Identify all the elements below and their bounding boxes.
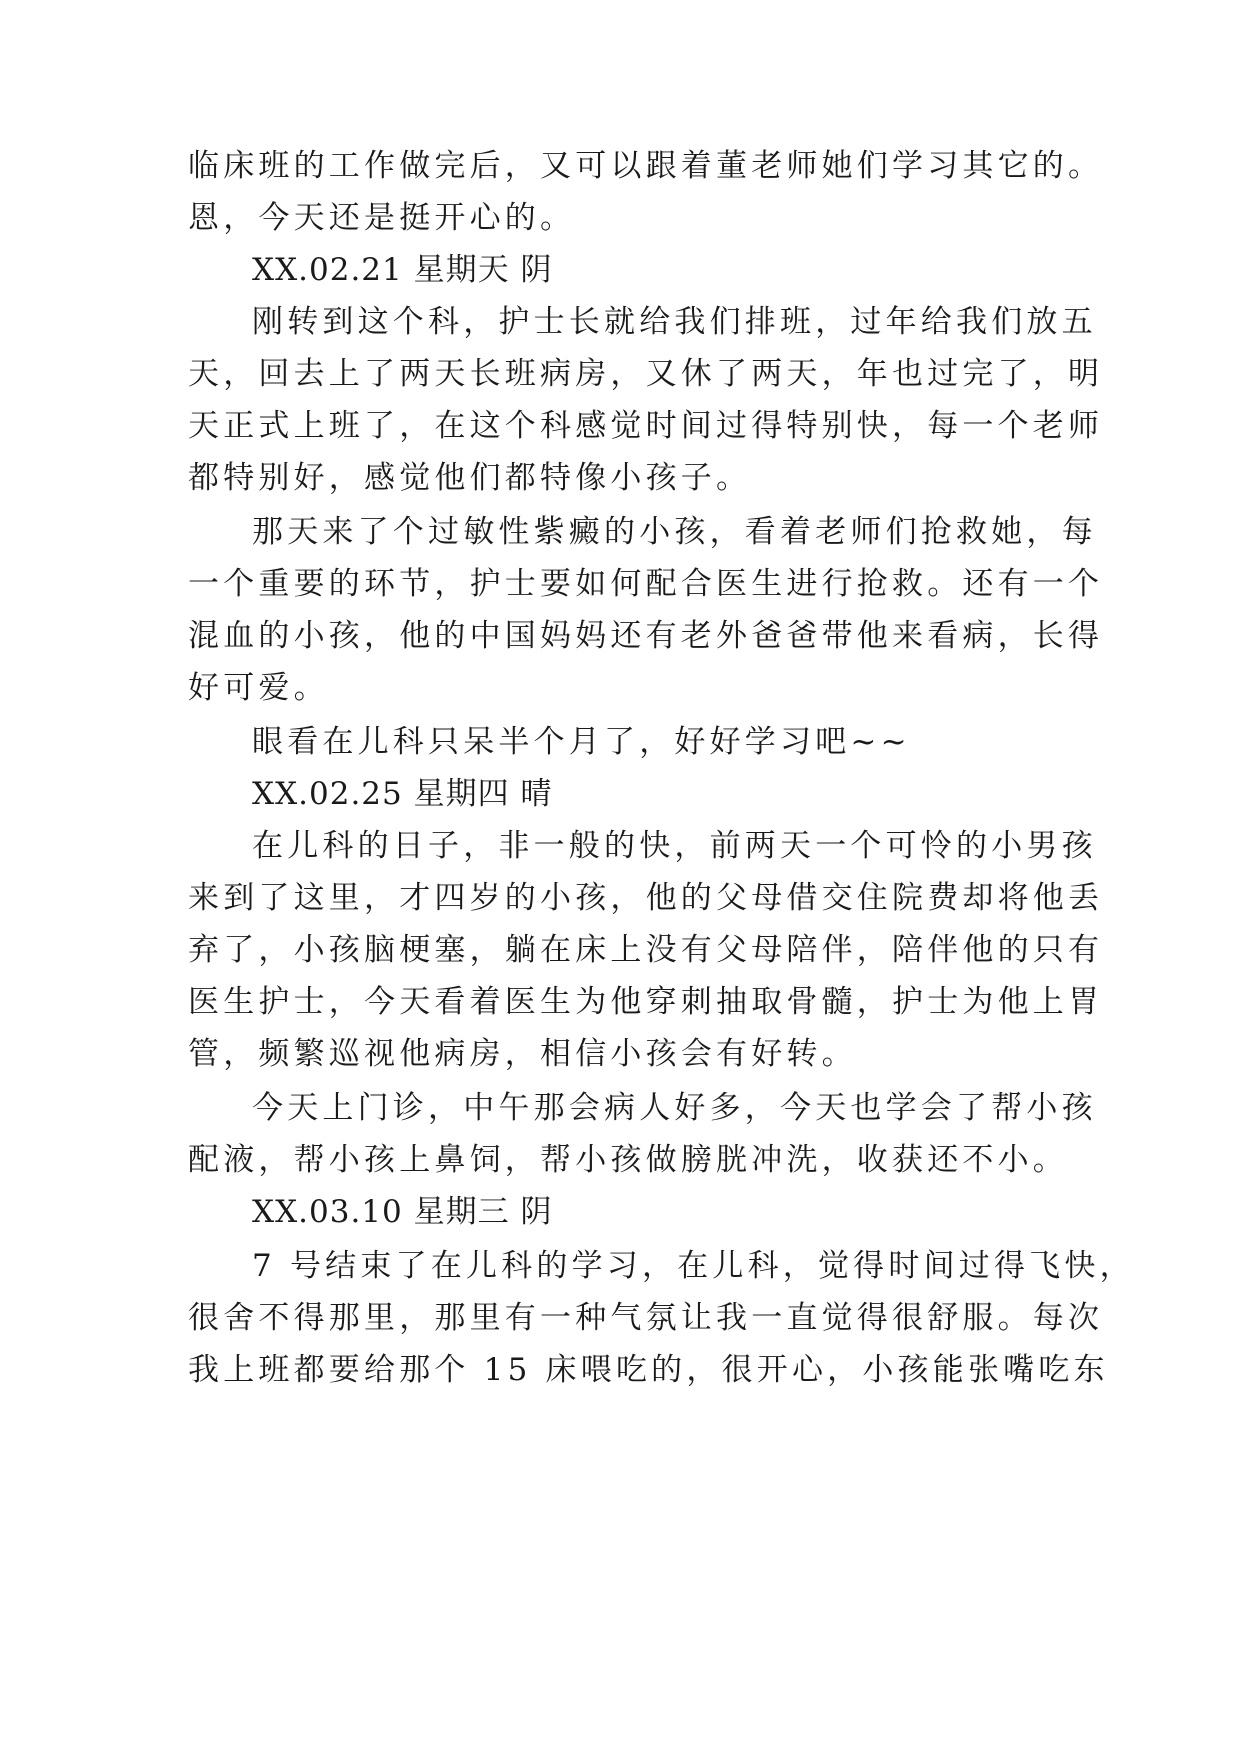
text-line: 今天上门诊，中午那会病人好多，今天也学会了帮小孩 bbox=[252, 1090, 1097, 1126]
entry-date-heading: XX.03.10 星期三 阴 bbox=[252, 1194, 553, 1230]
text-line: 临床班的工作做完后，又可以跟着董老师她们学习其它的。 bbox=[188, 148, 1104, 184]
entry-date-heading: XX.02.25 星期四 晴 bbox=[252, 776, 553, 812]
text-line: 我上班都要给那个 15 床喂吃的，很开心，小孩能张嘴吃东 bbox=[188, 1352, 1109, 1388]
text-line: 7 号结束了在儿科的学习，在儿科，觉得时间过得飞快， bbox=[252, 1248, 1135, 1284]
text-line: 刚转到这个科，护士长就给我们排班，过年给我们放五 bbox=[252, 304, 1097, 340]
text-line: 混血的小孩，他的中国妈妈还有老外爸爸带他来看病，长得 bbox=[188, 618, 1104, 654]
text-line: 天正式上班了，在这个科感觉时间过得特别快，每一个老师 bbox=[188, 408, 1104, 444]
text-line: 眼看在儿科只呆半个月了，好好学习吧~~ bbox=[252, 724, 911, 760]
text-line: 在儿科的日子，非一般的快，前两天一个可怜的小男孩 bbox=[252, 828, 1097, 864]
text-line: 管，频繁巡视他病房，相信小孩会有好转。 bbox=[188, 1036, 857, 1072]
text-line: 天，回去上了两天长班病房，又休了两天，年也过完了，明 bbox=[188, 356, 1104, 392]
text-line: 都特别好，感觉他们都特像小孩子。 bbox=[188, 460, 752, 496]
text-line: 一个重要的环节，护士要如何配合医生进行抢救。还有一个 bbox=[188, 566, 1104, 602]
text-line: 配液，帮小孩上鼻饲，帮小孩做膀胱冲洗，收获还不小。 bbox=[188, 1142, 1068, 1178]
text-line: 来到了这里，才四岁的小孩，他的父母借交住院费却将他丢 bbox=[188, 880, 1104, 916]
text-line: 恩，今天还是挺开心的。 bbox=[188, 200, 576, 236]
entry-date-heading: XX.02.21 星期天 阴 bbox=[252, 252, 553, 288]
text-line: 好可爱。 bbox=[188, 670, 329, 706]
text-line: 弃了，小孩脑梗塞，躺在床上没有父母陪伴，陪伴他的只有 bbox=[188, 932, 1104, 968]
text-line: 很舍不得那里，那里有一种气氛让我一直觉得很舒服。每次 bbox=[188, 1300, 1104, 1336]
text-line: 医生护士，今天看着医生为他穿刺抽取骨髓，护士为他上胃 bbox=[188, 984, 1104, 1020]
text-line: 那天来了个过敏性紫癜的小孩，看着老师们抢救她，每 bbox=[252, 514, 1097, 550]
